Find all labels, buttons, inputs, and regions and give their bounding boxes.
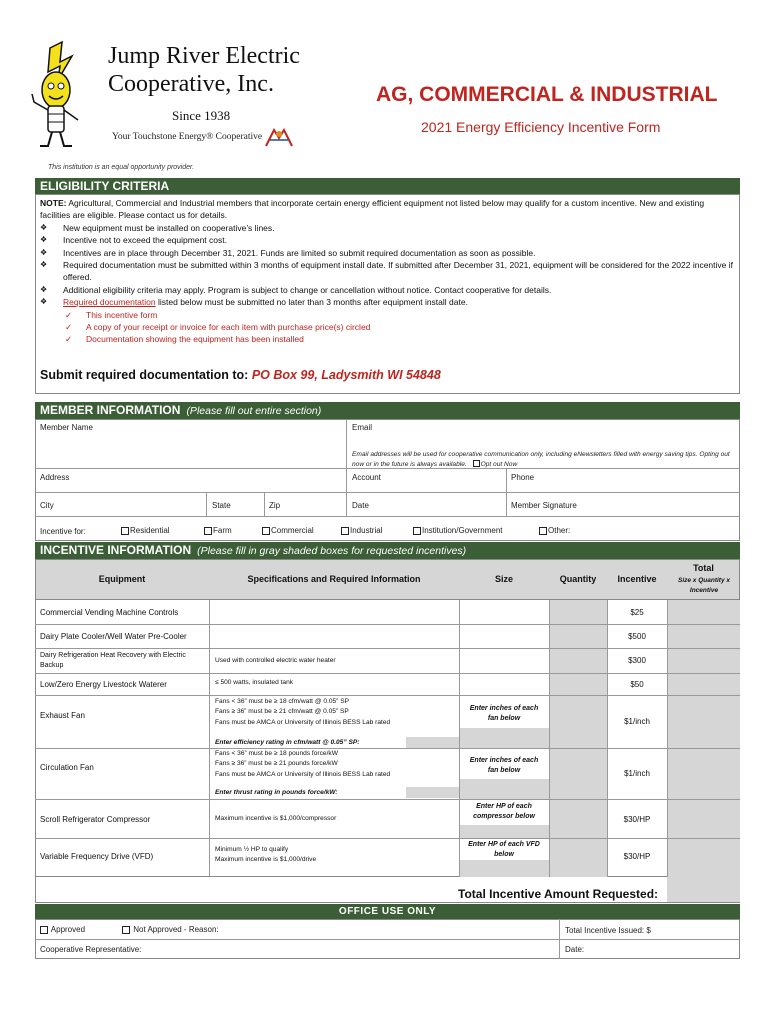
eligibility-note: NOTE: Agricultural, Commercial and Industrial members that incorporate certain energy efficient equipment not listed below may qualify for a custom incentive. New and existing facilities are eligible. Please contact us for details. (40, 198, 705, 221)
quantity-column-inputs[interactable] (549, 600, 607, 877)
phone-field[interactable]: Phone (511, 473, 535, 482)
office-date-field[interactable]: Date: (565, 945, 585, 954)
circulation-fan-specs: Fans < 36” must be ≥ 18 pounds force/kW Fans ≥ 36” must be ≥ 21 pounds force/kW Fans must be AMCA or University of Illinois BESS Lab rated (215, 750, 391, 778)
other-checkbox[interactable]: Other: (539, 526, 570, 535)
checkbox[interactable] (122, 926, 130, 934)
bullet-icon: ❖ (40, 284, 48, 294)
checkmark-icon: ✓ (65, 309, 73, 320)
form-subtitle: 2021 Energy Efficiency Incentive Form (421, 119, 661, 135)
table-row-spec: ≤ 500 watts, insulated tank (215, 679, 294, 686)
vfd-size-input[interactable] (459, 860, 549, 877)
member-name-field[interactable]: Member Name (40, 423, 93, 432)
checkmark-icon: ✓ (65, 334, 73, 345)
table-row-equipment: Commercial Vending Machine Controls (40, 608, 179, 617)
list-item: ✓ A copy of your receipt or invoice for each item with purchase price(s) circled (65, 322, 371, 333)
commercial-checkbox[interactable]: Commercial (262, 526, 314, 535)
circulation-size-note: Enter inches of each fan below (469, 757, 539, 774)
circulation-thrust-input[interactable] (406, 787, 459, 798)
residential-checkbox[interactable]: Residential (121, 526, 170, 535)
scroll-compressor-spec: Maximum incentive is $1,000/compressor (215, 815, 337, 822)
checkbox[interactable] (539, 527, 547, 535)
cooperative-mascot-logo (30, 40, 94, 150)
table-row-spec: Used with controlled electric water heater (215, 657, 336, 664)
scroll-compressor-incentive: $30/HP (623, 815, 651, 824)
email-field[interactable]: Email (352, 423, 373, 432)
date-field[interactable]: Date (352, 501, 369, 510)
total-formula-note: Size x Quantity x Incentive (677, 577, 731, 594)
table-row-incentive: $25 (630, 608, 644, 617)
checkbox[interactable] (341, 527, 349, 535)
circulation-size-input[interactable] (459, 779, 549, 799)
total-issued-field[interactable]: Total Incentive Issued: $ (565, 926, 651, 935)
list-item: ❖ New equipment must be installed on cooperative’s lines. (40, 222, 275, 233)
checkbox[interactable] (40, 926, 48, 934)
institution-government-checkbox[interactable]: Institution/Government (413, 526, 502, 535)
since-year: Since 1938 (172, 108, 231, 123)
exhaust-efficiency-input[interactable] (406, 737, 459, 748)
list-item: ❖ Incentive not to exceed the equipment cost. (40, 235, 227, 246)
checkbox[interactable] (204, 527, 212, 535)
touchstone-tagline: Your Touchstone Energy® Cooperative (112, 132, 263, 142)
table-row-incentive: $500 (628, 632, 646, 641)
total-column-inputs[interactable] (667, 600, 740, 877)
table-row-equipment: Dairy Refrigeration Heat Recovery with Electric Backup (40, 652, 186, 669)
table-row-equipment: Low/Zero Energy Livestock Waterer (40, 680, 167, 689)
email-note: Email addresses will be used for cooperative communication only, including eNewsletters filled with energy saving tips. Opting out now or in the future is always available. Opt out Now (352, 451, 730, 468)
list-item: ❖ Incentives are in place through December 31, 2021. Funds are limited so submit required documentation as soon as possible. (40, 247, 536, 258)
exhaust-fan-incentive: $1/inch (624, 717, 650, 726)
list-item: ✓ This incentive form (65, 309, 158, 320)
bullet-icon: ❖ (40, 260, 48, 270)
state-field[interactable]: State (212, 501, 231, 510)
company-name: Jump River Electric Cooperative, Inc. (108, 43, 300, 97)
total-requested-label: Total Incentive Amount Requested: (458, 887, 659, 901)
vfd-incentive: $30/HP (623, 852, 651, 861)
table-row-incentive: $300 (628, 656, 646, 665)
circulation-fan-incentive: $1/inch (624, 769, 650, 778)
incentive-table (35, 600, 740, 877)
column-header-quantity: Quantity (559, 574, 597, 584)
account-field[interactable]: Account (352, 473, 381, 482)
vfd-label: Variable Frequency Drive (VFD) (40, 852, 154, 861)
vfd-specs: Minimum ½ HP to qualify Maximum incentive is $1,000/drive (215, 846, 317, 864)
checkmark-icon: ✓ (65, 322, 73, 333)
list-item: ❖ Required documentation listed below must be submitted no later than 3 months after equipment install date. (40, 297, 468, 308)
city-field[interactable]: City (40, 501, 54, 510)
member-information-box (35, 419, 740, 541)
office-use-heading: OFFICE USE ONLY (35, 904, 740, 919)
incentive-for-label: Incentive for: (40, 527, 86, 536)
eligibility-criteria-list (40, 197, 735, 346)
not-approved-checkbox[interactable]: Not Approved - Reason: (122, 925, 219, 934)
exhaust-size-input[interactable] (459, 728, 549, 748)
farm-checkbox[interactable]: Farm (204, 526, 232, 535)
opt-out-checkbox[interactable] (473, 460, 480, 467)
column-header-specs: Specifications and Required Information (247, 574, 421, 584)
scroll-compressor-label: Scroll Refrigerator Compressor (40, 815, 151, 824)
circulation-fan-label: Circulation Fan (40, 763, 94, 772)
incentive-information-heading: INCENTIVE INFORMATION (Please fill in gray shaded boxes for requested incentives) (35, 542, 740, 559)
form-title: AG, COMMERCIAL & INDUSTRIAL (376, 83, 718, 106)
column-header-equipment: Equipment (98, 574, 146, 584)
table-row-equipment: Dairy Plate Cooler/Well Water Pre-Cooler (40, 632, 187, 641)
bullet-icon: ❖ (40, 222, 48, 232)
submit-instructions: Submit required documentation to: PO Box 99, Ladysmith WI 54848 (40, 368, 441, 382)
bullet-icon: ❖ (40, 297, 48, 307)
list-item: ✓ Documentation showing the equipment has been installed (65, 334, 304, 345)
checkbox[interactable] (262, 527, 270, 535)
exhaust-fan-label: Exhaust Fan (40, 711, 85, 720)
member-signature-field[interactable]: Member Signature (511, 501, 577, 510)
checkbox[interactable] (121, 527, 129, 535)
bullet-icon: ❖ (40, 235, 48, 245)
industrial-checkbox[interactable]: Industrial (341, 526, 382, 535)
table-row-incentive: $50 (630, 680, 644, 689)
total-requested-input[interactable] (667, 877, 740, 902)
exhaust-fan-specs: Fans < 36” must be ≥ 18 cfm/watt @ 0.05” SP Fans ≥ 36” must be ≥ 21 cfm/watt @ 0.05” SP Fans must be AMCA or University of Illinois BESS Lab rated (215, 698, 391, 726)
list-item: ❖ Required documentation must be submitted within 3 months of equipment install date. If submitted after December 31, 2021, equipment will be considered for the 2022 incentive if offered. (40, 260, 733, 283)
vfd-size-note: Enter HP of each VFD below (468, 841, 540, 858)
exhaust-efficiency-label: Enter efficiency rating in cfm/watt @ 0.05” SP: (215, 739, 360, 746)
column-header-incentive: Incentive (617, 574, 657, 584)
approved-checkbox[interactable]: Approved (40, 925, 85, 934)
bullet-icon: ❖ (40, 247, 48, 257)
address-field[interactable]: Address (40, 473, 70, 482)
column-header-size: Size (494, 574, 513, 584)
equal-opportunity-note: This institution is an equal opportunity provider. (48, 164, 195, 171)
list-item: ❖ Additional eligibility criteria may apply. Program is subject to change or cancellation without notice. Contact cooperative for details. (40, 284, 552, 295)
circulation-thrust-label: Enter thrust rating in pounds force/kW: (215, 789, 338, 796)
column-header-total: Total (693, 563, 714, 573)
touchstone-energy-logo (264, 126, 294, 148)
exhaust-size-note: Enter inches of each fan below (469, 705, 539, 722)
eligibility-heading: ELIGIBILITY CRITERIA (35, 178, 740, 194)
cooperative-representative-field[interactable]: Cooperative Representative: (40, 945, 142, 954)
scroll-size-input[interactable] (459, 825, 549, 838)
member-information-heading: MEMBER INFORMATION (Please fill out entire section) (35, 402, 740, 419)
scroll-size-note: Enter HP of each compressor below (473, 803, 535, 820)
checkbox[interactable] (413, 527, 421, 535)
zip-field[interactable]: Zip (269, 501, 281, 510)
